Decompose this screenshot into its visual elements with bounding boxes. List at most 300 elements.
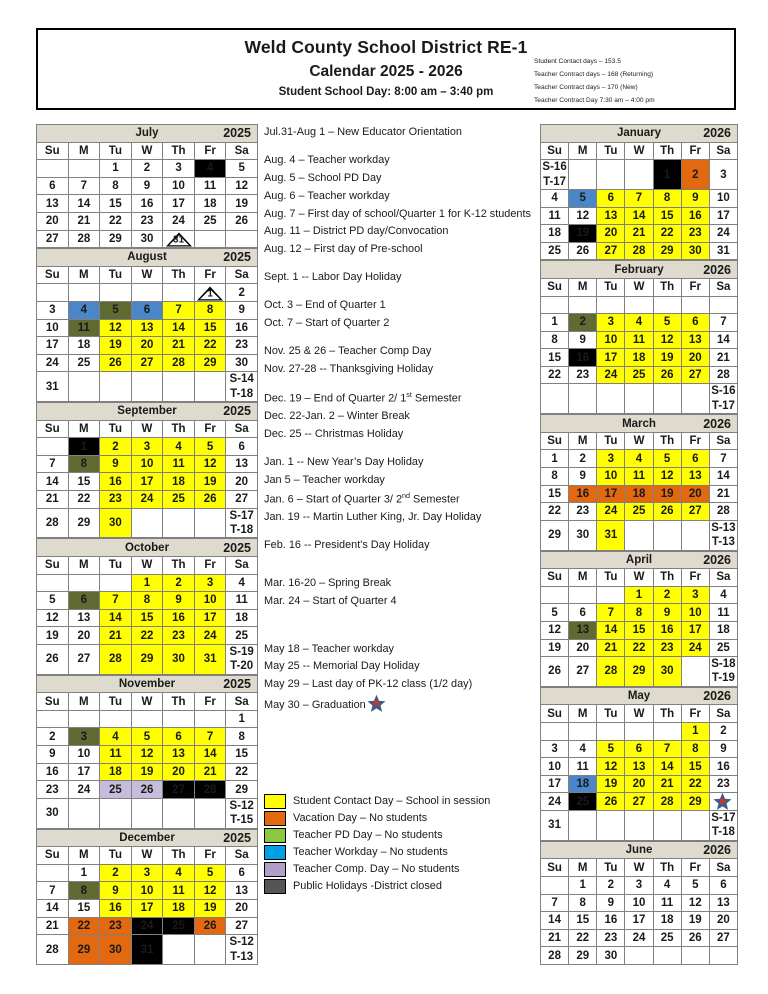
day-cell[interactable]: 31 xyxy=(194,644,226,674)
day-cell[interactable]: 26 xyxy=(681,929,709,947)
day-cell[interactable]: 28 xyxy=(37,935,69,965)
day-cell[interactable]: 7 xyxy=(709,450,737,468)
day-cell[interactable]: 19 xyxy=(597,775,625,793)
day-cell[interactable]: 28 xyxy=(653,793,681,811)
day-cell[interactable]: 15 xyxy=(653,207,681,225)
day-cell[interactable]: 2 xyxy=(653,586,681,604)
day-cell[interactable]: 1 xyxy=(625,586,653,604)
day-cell[interactable]: 14 xyxy=(163,319,195,337)
day-cell[interactable]: 12 xyxy=(194,882,226,900)
day-cell[interactable]: 29 xyxy=(625,657,653,687)
day-cell[interactable]: 7 xyxy=(100,592,132,610)
day-cell[interactable]: 12 xyxy=(541,621,569,639)
day-cell[interactable]: 30 xyxy=(37,798,69,828)
day-cell[interactable]: 23 xyxy=(653,639,681,657)
day-cell[interactable]: 25 xyxy=(625,366,653,384)
day-cell[interactable]: 5 xyxy=(194,864,226,882)
day-cell[interactable]: 23 xyxy=(100,917,132,935)
day-cell[interactable]: 24 xyxy=(709,225,737,243)
day-cell[interactable]: 5 xyxy=(131,728,163,746)
day-cell[interactable]: 5 xyxy=(597,740,625,758)
day-cell[interactable]: 23 xyxy=(597,929,625,947)
day-cell[interactable]: 29 xyxy=(68,935,100,965)
day-cell[interactable]: 31 xyxy=(131,935,163,965)
day-cell[interactable]: 14 xyxy=(709,468,737,486)
day-cell[interactable]: 17 xyxy=(163,195,195,213)
day-cell[interactable]: 8 xyxy=(569,894,597,912)
day-cell[interactable]: 1 xyxy=(226,710,258,728)
day-cell[interactable]: 13 xyxy=(68,609,100,627)
day-cell[interactable]: 10 xyxy=(625,894,653,912)
day-cell[interactable]: 26 xyxy=(194,917,226,935)
day-cell[interactable]: 9 xyxy=(37,746,69,764)
day-cell[interactable]: 22 xyxy=(653,225,681,243)
day-cell[interactable]: 6 xyxy=(37,177,69,195)
day-cell[interactable]: 19 xyxy=(653,349,681,367)
day-cell[interactable]: 29 xyxy=(194,354,226,372)
day-cell[interactable]: 6 xyxy=(597,189,625,207)
day-cell[interactable]: 14 xyxy=(709,331,737,349)
day-cell[interactable]: 30 xyxy=(681,242,709,260)
day-cell[interactable]: 29 xyxy=(569,947,597,965)
day-cell[interactable]: 22 xyxy=(131,627,163,645)
day-cell[interactable]: 27 xyxy=(226,491,258,509)
day-cell[interactable]: 5 xyxy=(100,301,132,319)
day-cell[interactable]: 17 xyxy=(37,337,69,355)
day-cell[interactable]: 27 xyxy=(625,793,653,811)
day-cell[interactable]: 19 xyxy=(541,639,569,657)
day-cell[interactable]: 30 xyxy=(597,947,625,965)
day-cell[interactable]: 7 xyxy=(68,177,100,195)
day-cell[interactable]: 2 xyxy=(100,438,132,456)
day-cell[interactable]: 25 xyxy=(653,929,681,947)
day-cell[interactable]: 25 xyxy=(541,242,569,260)
day-cell[interactable]: 17 xyxy=(194,609,226,627)
day-cell[interactable]: 28 xyxy=(709,366,737,384)
day-cell[interactable]: 3 xyxy=(625,876,653,894)
day-cell[interactable]: 17 xyxy=(597,349,625,367)
day-cell[interactable]: 3 xyxy=(68,728,100,746)
day-cell[interactable]: 21 xyxy=(68,212,100,230)
day-cell[interactable]: 28 xyxy=(68,230,100,248)
day-cell[interactable]: 13 xyxy=(163,746,195,764)
day-cell[interactable]: 30 xyxy=(100,935,132,965)
day-cell[interactable]: 4 xyxy=(569,740,597,758)
day-cell[interactable]: 5 xyxy=(681,876,709,894)
day-cell[interactable]: 25 xyxy=(163,917,195,935)
day-cell[interactable]: 21 xyxy=(37,491,69,509)
day-cell[interactable]: 4 xyxy=(226,574,258,592)
day-cell[interactable]: 15 xyxy=(68,473,100,491)
day-cell[interactable]: 11 xyxy=(68,319,100,337)
day-cell[interactable]: 8 xyxy=(681,740,709,758)
day-cell[interactable]: 27 xyxy=(226,917,258,935)
day-cell[interactable]: 7 xyxy=(37,882,69,900)
day-cell[interactable]: 15 xyxy=(131,609,163,627)
day-cell[interactable]: 24 xyxy=(37,354,69,372)
day-cell[interactable]: 19 xyxy=(37,627,69,645)
day-cell[interactable]: 1 xyxy=(100,160,132,178)
day-cell[interactable]: 26 xyxy=(541,657,569,687)
day-cell[interactable]: 29 xyxy=(131,644,163,674)
day-cell[interactable]: 14 xyxy=(625,207,653,225)
day-cell[interactable]: 6 xyxy=(68,592,100,610)
day-cell[interactable]: 12 xyxy=(681,894,709,912)
day-cell[interactable]: 22 xyxy=(541,503,569,521)
day-cell[interactable]: 18 xyxy=(569,775,597,793)
day-cell[interactable]: 27 xyxy=(681,503,709,521)
day-cell[interactable]: 1 xyxy=(68,864,100,882)
day-cell[interactable]: 20 xyxy=(68,627,100,645)
day-cell[interactable]: 9 xyxy=(709,740,737,758)
day-cell[interactable]: 26 xyxy=(597,793,625,811)
day-cell[interactable]: 1 xyxy=(131,574,163,592)
day-cell[interactable]: 16 xyxy=(597,912,625,930)
day-cell[interactable]: 12 xyxy=(653,331,681,349)
day-cell[interactable]: 14 xyxy=(597,621,625,639)
day-cell[interactable]: 9 xyxy=(226,301,258,319)
day-cell[interactable]: 18 xyxy=(709,621,737,639)
day-cell[interactable]: 6 xyxy=(625,740,653,758)
day-cell[interactable]: 11 xyxy=(625,331,653,349)
day-cell[interactable]: 21 xyxy=(163,337,195,355)
day-cell[interactable]: 4 xyxy=(653,876,681,894)
day-cell[interactable]: 9 xyxy=(100,455,132,473)
day-cell[interactable]: 14 xyxy=(541,912,569,930)
day-cell[interactable]: 3 xyxy=(541,740,569,758)
day-cell[interactable]: 7 xyxy=(597,604,625,622)
day-cell[interactable]: 18 xyxy=(100,763,132,781)
day-cell[interactable]: 17 xyxy=(625,912,653,930)
day-cell[interactable]: 21 xyxy=(37,917,69,935)
day-cell[interactable]: 30 xyxy=(100,508,132,538)
day-cell[interactable]: 16 xyxy=(681,207,709,225)
day-cell[interactable]: 3 xyxy=(597,314,625,332)
day-cell[interactable]: 6 xyxy=(681,450,709,468)
day-cell[interactable]: 1 xyxy=(541,450,569,468)
day-cell[interactable]: 17 xyxy=(709,207,737,225)
day-cell[interactable]: 24 xyxy=(131,491,163,509)
day-cell[interactable]: 21 xyxy=(100,627,132,645)
day-cell[interactable]: 19 xyxy=(194,473,226,491)
day-cell[interactable]: 17 xyxy=(681,621,709,639)
day-cell[interactable]: 9 xyxy=(100,882,132,900)
day-cell[interactable]: 17 xyxy=(541,775,569,793)
day-cell[interactable]: 8 xyxy=(541,331,569,349)
day-cell[interactable]: 25 xyxy=(100,781,132,799)
day-cell[interactable]: 24 xyxy=(131,917,163,935)
day-cell[interactable]: 24 xyxy=(68,781,100,799)
day-cell[interactable]: 8 xyxy=(100,177,132,195)
day-cell[interactable]: 8 xyxy=(653,189,681,207)
day-cell[interactable]: 30 xyxy=(226,354,258,372)
day-cell[interactable]: 28 xyxy=(194,781,226,799)
day-cell[interactable]: 17 xyxy=(131,899,163,917)
day-cell[interactable]: 20 xyxy=(37,212,69,230)
day-cell[interactable]: 12 xyxy=(194,455,226,473)
day-cell[interactable]: 2 xyxy=(569,314,597,332)
day-cell[interactable]: 18 xyxy=(541,225,569,243)
day-cell[interactable]: 4 xyxy=(163,438,195,456)
day-cell[interactable]: 9 xyxy=(653,604,681,622)
day-cell[interactable]: 31 xyxy=(37,372,69,402)
day-cell[interactable]: 21 xyxy=(625,225,653,243)
day-cell[interactable]: 19 xyxy=(100,337,132,355)
day-cell[interactable]: 19 xyxy=(681,912,709,930)
day-cell[interactable]: 3 xyxy=(37,301,69,319)
day-cell[interactable]: 13 xyxy=(681,468,709,486)
day-cell[interactable]: 26 xyxy=(100,354,132,372)
day-cell[interactable]: 15 xyxy=(194,319,226,337)
day-cell[interactable]: 20 xyxy=(681,485,709,503)
day-cell[interactable]: 10 xyxy=(131,455,163,473)
day-cell[interactable]: 25 xyxy=(68,354,100,372)
day-cell[interactable]: 3 xyxy=(163,160,195,178)
day-cell[interactable]: 28 xyxy=(597,657,625,687)
day-cell[interactable]: 22 xyxy=(68,491,100,509)
day-cell[interactable]: 7 xyxy=(163,301,195,319)
day-cell[interactable]: 21 xyxy=(194,763,226,781)
day-cell[interactable]: 6 xyxy=(681,314,709,332)
day-cell[interactable]: 2 xyxy=(597,876,625,894)
day-cell[interactable]: 27 xyxy=(569,657,597,687)
day-cell[interactable]: 4 xyxy=(625,314,653,332)
day-cell[interactable]: 8 xyxy=(194,301,226,319)
day-cell[interactable]: 18 xyxy=(625,349,653,367)
day-cell[interactable]: 4 xyxy=(194,160,226,178)
day-cell[interactable]: 20 xyxy=(569,639,597,657)
day-cell[interactable]: 9 xyxy=(131,177,163,195)
day-cell[interactable]: 15 xyxy=(681,758,709,776)
day-cell[interactable]: 20 xyxy=(597,225,625,243)
day-cell[interactable]: 16 xyxy=(163,609,195,627)
day-cell[interactable]: 1 xyxy=(569,876,597,894)
day-cell[interactable]: 7 xyxy=(37,455,69,473)
day-cell[interactable]: 28 xyxy=(709,503,737,521)
day-cell[interactable]: 15 xyxy=(226,746,258,764)
day-cell[interactable]: 15 xyxy=(541,485,569,503)
day-cell[interactable]: 16 xyxy=(569,485,597,503)
day-cell[interactable]: 24 xyxy=(625,929,653,947)
day-cell[interactable]: 13 xyxy=(131,319,163,337)
day-cell[interactable]: 3 xyxy=(597,450,625,468)
day-cell[interactable]: 23 xyxy=(681,225,709,243)
day-cell[interactable]: 25 xyxy=(569,793,597,811)
day-cell[interactable]: 5 xyxy=(541,604,569,622)
day-cell[interactable]: 5 xyxy=(194,438,226,456)
day-cell[interactable]: 5 xyxy=(653,314,681,332)
day-cell[interactable]: 4 xyxy=(163,864,195,882)
day-cell[interactable]: 13 xyxy=(569,621,597,639)
day-cell[interactable]: 13 xyxy=(709,894,737,912)
day-cell[interactable]: 21 xyxy=(709,349,737,367)
day-cell[interactable]: 4 xyxy=(709,586,737,604)
day-cell[interactable]: 29 xyxy=(681,793,709,811)
day-cell[interactable]: 29 xyxy=(541,520,569,550)
day-cell[interactable]: 25 xyxy=(163,491,195,509)
day-cell[interactable]: 30 xyxy=(131,230,163,248)
day-cell[interactable]: 22 xyxy=(68,917,100,935)
day-cell[interactable]: 8 xyxy=(131,592,163,610)
day-cell[interactable]: 10 xyxy=(163,177,195,195)
day-cell[interactable] xyxy=(194,284,226,302)
day-cell[interactable]: 25 xyxy=(625,503,653,521)
day-cell[interactable]: 14 xyxy=(37,473,69,491)
day-cell[interactable]: 12 xyxy=(226,177,258,195)
day-cell[interactable]: 9 xyxy=(163,592,195,610)
day-cell[interactable]: 18 xyxy=(163,473,195,491)
day-cell[interactable]: 21 xyxy=(597,639,625,657)
day-cell[interactable]: 27 xyxy=(68,644,100,674)
day-cell[interactable]: 3 xyxy=(131,438,163,456)
day-cell[interactable]: 5 xyxy=(226,160,258,178)
day-cell[interactable]: 15 xyxy=(569,912,597,930)
day-cell[interactable]: 27 xyxy=(709,929,737,947)
day-cell[interactable]: 5 xyxy=(653,450,681,468)
day-cell[interactable]: 1 xyxy=(681,723,709,741)
day-cell[interactable]: 24 xyxy=(681,639,709,657)
day-cell[interactable]: 12 xyxy=(597,758,625,776)
day-cell[interactable]: 8 xyxy=(68,455,100,473)
day-cell[interactable]: 3 xyxy=(194,574,226,592)
day-cell[interactable]: 27 xyxy=(681,366,709,384)
day-cell[interactable]: 6 xyxy=(226,864,258,882)
day-cell[interactable]: 20 xyxy=(625,775,653,793)
day-cell[interactable]: 15 xyxy=(541,349,569,367)
day-cell[interactable]: 16 xyxy=(569,349,597,367)
day-cell[interactable]: 20 xyxy=(226,899,258,917)
day-cell[interactable]: 10 xyxy=(597,331,625,349)
day-cell[interactable]: 23 xyxy=(569,366,597,384)
day-cell[interactable]: 22 xyxy=(681,775,709,793)
day-cell[interactable]: 6 xyxy=(569,604,597,622)
day-cell[interactable]: 26 xyxy=(569,242,597,260)
day-cell[interactable]: 14 xyxy=(194,746,226,764)
day-cell[interactable]: 31 xyxy=(541,811,569,841)
day-cell[interactable]: 6 xyxy=(131,301,163,319)
day-cell[interactable]: 20 xyxy=(681,349,709,367)
day-cell[interactable]: 16 xyxy=(131,195,163,213)
day-cell[interactable]: 7 xyxy=(541,894,569,912)
day-cell[interactable]: 11 xyxy=(653,894,681,912)
day-cell[interactable]: 26 xyxy=(37,644,69,674)
day-cell[interactable]: 23 xyxy=(163,627,195,645)
day-cell[interactable]: 10 xyxy=(194,592,226,610)
day-cell[interactable]: 29 xyxy=(68,508,100,538)
day-cell[interactable]: 20 xyxy=(226,473,258,491)
day-cell[interactable]: 4 xyxy=(541,189,569,207)
day-cell[interactable]: 24 xyxy=(597,503,625,521)
day-cell[interactable]: 11 xyxy=(569,758,597,776)
day-cell[interactable]: 13 xyxy=(625,758,653,776)
day-cell[interactable] xyxy=(709,793,737,811)
day-cell[interactable]: 22 xyxy=(226,763,258,781)
day-cell[interactable]: 16 xyxy=(709,758,737,776)
day-cell[interactable]: 3 xyxy=(681,586,709,604)
day-cell[interactable]: 3 xyxy=(709,160,737,190)
day-cell[interactable]: 18 xyxy=(194,195,226,213)
day-cell[interactable]: 19 xyxy=(653,485,681,503)
day-cell[interactable]: 12 xyxy=(131,746,163,764)
day-cell[interactable]: 8 xyxy=(68,882,100,900)
day-cell[interactable]: 6 xyxy=(709,876,737,894)
day-cell[interactable]: 13 xyxy=(226,882,258,900)
day-cell[interactable]: 10 xyxy=(37,319,69,337)
day-cell[interactable]: 16 xyxy=(226,319,258,337)
day-cell[interactable]: 12 xyxy=(653,468,681,486)
day-cell[interactable]: 4 xyxy=(68,301,100,319)
day-cell[interactable]: 2 xyxy=(131,160,163,178)
day-cell[interactable]: 7 xyxy=(194,728,226,746)
day-cell[interactable]: 16 xyxy=(100,899,132,917)
day-cell[interactable]: 8 xyxy=(541,468,569,486)
day-cell[interactable]: 22 xyxy=(100,212,132,230)
day-cell[interactable]: 2 xyxy=(569,450,597,468)
day-cell[interactable]: 23 xyxy=(100,491,132,509)
day-cell[interactable]: 31 xyxy=(709,242,737,260)
day-cell[interactable]: 22 xyxy=(569,929,597,947)
day-cell[interactable]: 2 xyxy=(100,864,132,882)
day-cell[interactable]: 1 xyxy=(68,438,100,456)
day-cell[interactable]: 4 xyxy=(625,450,653,468)
day-cell[interactable]: 25 xyxy=(194,212,226,230)
day-cell[interactable]: 10 xyxy=(709,189,737,207)
day-cell[interactable]: 2 xyxy=(37,728,69,746)
day-cell[interactable]: 18 xyxy=(625,485,653,503)
day-cell[interactable]: 18 xyxy=(226,609,258,627)
day-cell[interactable]: 14 xyxy=(68,195,100,213)
day-cell[interactable]: 19 xyxy=(569,225,597,243)
day-cell[interactable]: 25 xyxy=(709,639,737,657)
day-cell[interactable]: 7 xyxy=(709,314,737,332)
day-cell[interactable]: 23 xyxy=(37,781,69,799)
day-cell[interactable]: 16 xyxy=(37,763,69,781)
day-cell[interactable]: 18 xyxy=(163,899,195,917)
day-cell[interactable]: 18 xyxy=(68,337,100,355)
day-cell[interactable]: 23 xyxy=(131,212,163,230)
day-cell[interactable]: 23 xyxy=(569,503,597,521)
day-cell[interactable]: 17 xyxy=(131,473,163,491)
day-cell[interactable]: 13 xyxy=(37,195,69,213)
day-cell[interactable]: 12 xyxy=(569,207,597,225)
day-cell[interactable]: 14 xyxy=(37,899,69,917)
day-cell[interactable]: 27 xyxy=(597,242,625,260)
day-cell[interactable]: 11 xyxy=(625,468,653,486)
day-cell[interactable]: 28 xyxy=(163,354,195,372)
day-cell[interactable]: 8 xyxy=(625,604,653,622)
day-cell[interactable]: 3 xyxy=(131,864,163,882)
day-cell[interactable]: 16 xyxy=(100,473,132,491)
day-cell[interactable]: 22 xyxy=(194,337,226,355)
day-cell[interactable]: 22 xyxy=(541,366,569,384)
day-cell[interactable]: 26 xyxy=(226,212,258,230)
day-cell[interactable]: 4 xyxy=(100,728,132,746)
day-cell[interactable] xyxy=(163,230,195,248)
day-cell[interactable]: 2 xyxy=(163,574,195,592)
day-cell[interactable]: 19 xyxy=(226,195,258,213)
day-cell[interactable]: 22 xyxy=(625,639,653,657)
day-cell[interactable]: 1 xyxy=(541,314,569,332)
day-cell[interactable]: 26 xyxy=(131,781,163,799)
day-cell[interactable]: 30 xyxy=(653,657,681,687)
day-cell[interactable]: 28 xyxy=(541,947,569,965)
day-cell[interactable]: 11 xyxy=(163,455,195,473)
day-cell[interactable]: 8 xyxy=(226,728,258,746)
day-cell[interactable]: 17 xyxy=(597,485,625,503)
day-cell[interactable]: 15 xyxy=(625,621,653,639)
day-cell[interactable]: 10 xyxy=(597,468,625,486)
day-cell[interactable]: 26 xyxy=(194,491,226,509)
